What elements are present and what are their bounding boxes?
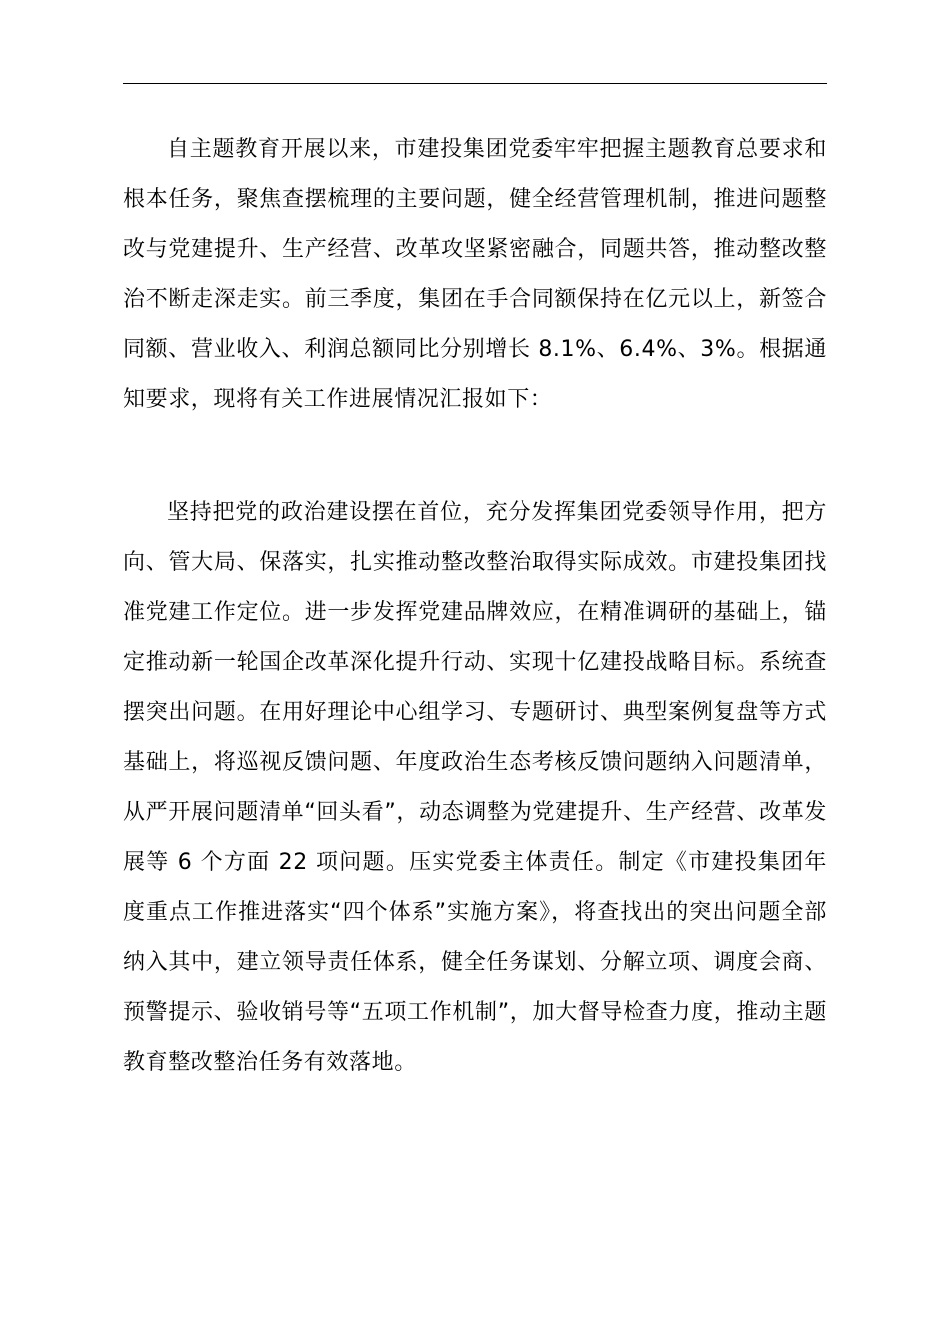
paragraph-intro: 自主题教育开展以来，市建投集团党委牢牢把握主题教育总要求和根本任务，聚焦查摆梳理的主要问题，健全经营管理机制，推进问题整改与党建提升、生产经营、改革攻坚紧密融合，同题共答，推动整改整治不断走深走实。前三季度，集团在手合同额保持在亿元以上，新签合同额、营业收入、利润总额同比分别增长 8.1%、6.4%、3%。根据通知要求，现将有关工作进展情况汇报如下： (123, 137, 827, 412)
paragraph-party-building: 坚持把党的政治建设摆在首位，充分发挥集团党委领导作用，把方向、管大局、保落实，扎实推动整改整治取得实际成效。市建投集团找准党建工作定位。进一步发挥党建品牌效应，在精准调研的基础上，锚定推动新一轮国企改革深化提升行动、实现十亿建投战略目标。系统查摆突出问题。在用好理论中心组学习、专题研讨、典型案例复盘等方式基础上，将巡视反馈问题、年度政治生态考核反馈问题纳入问题清单，从严开展问题清单“回头看”，动态调整为党建提升、生产经营、改革发展等 6 个方面 22 项问题。压实党委主体责任。制定《市建投集团年度重点工作推进落实“四个体系”实施方案》，将查找出的突出问题全部纳入其中，建立领导责任体系，健全任务谋划、分解立项、调度会商、预警提示、验收销号等“五项工作机制”，加大督导检查力度，推动主题教育整改整治任务有效落地。 (123, 500, 827, 1075)
header-rule (123, 83, 827, 84)
